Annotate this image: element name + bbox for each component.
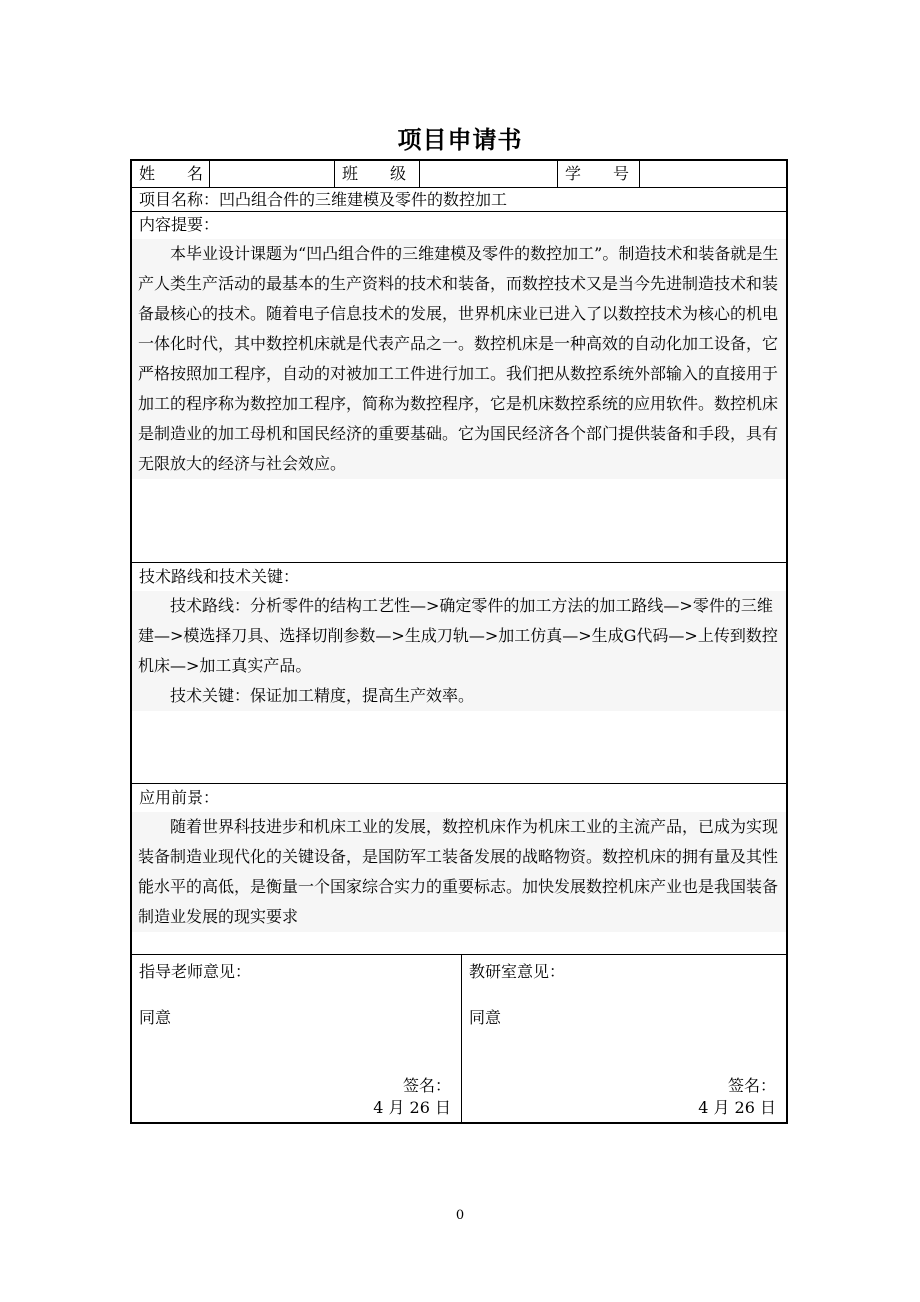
project-name-label: 项目名称： [139, 190, 220, 209]
project-name-value: 凹凸组合件的三维建模及零件的数控加工 [219, 190, 508, 209]
summary-section [132, 212, 786, 563]
student-id-field[interactable] [640, 161, 786, 187]
advisor-opinion-label: 指导老师意见： [139, 962, 252, 981]
name-field[interactable] [210, 161, 335, 187]
summary-text: 本毕业设计课题为“凹凸组合件的三维建模及零件的数控加工”。制造技术和装备就是生产人类生产活动的最基本的生产资料的技术和装备，而数控技术又是当今先进制造技术和装备最核心的技术。随着电子信息技术的发展，世界机床业已进入了以数控技术为核心的机电一体化时代，其中数控机床就是代表产品之一。数控机床是一种高效的自动化加工设备，它严格按照加工程序，自动的对被加工工件进行加工。我们把从数控系统外部输入的直接用于加工的程序称为数控加工程序，简称为数控程序，它是机床数控系统的应用软件。数控机床是制造业的加工母机和国民经济的重要基础。它为国民经济各个部门提供装备和手段，具有无限放大的经济与社会效应。 [132, 239, 786, 479]
opinion-row [132, 955, 786, 1122]
tech-key-text: 技术关键：保证加工精度，提高生产效率。 [132, 681, 786, 711]
application-label: 应用前景： [139, 788, 220, 807]
office-opinion-text: 同意 [469, 1008, 502, 1027]
page-title: 项目申请书 [397, 126, 523, 154]
office-sign-label: 签名： [727, 1076, 776, 1095]
info-row [132, 161, 786, 188]
project-name [132, 188, 786, 212]
name-label: 姓 名 [132, 161, 210, 187]
advisor-sign-label: 签名： [402, 1076, 451, 1095]
office-signature [698, 1075, 776, 1119]
office-date: 4 月 26 日 [698, 1098, 776, 1117]
advisor-opinion-cell [132, 955, 462, 1122]
class-label: 班 级 [335, 161, 420, 187]
office-opinion-cell [462, 955, 786, 1122]
office-opinion-label: 教研室意见： [469, 962, 566, 981]
tech-section [132, 563, 786, 784]
class-field[interactable] [420, 161, 558, 187]
advisor-opinion-text: 同意 [139, 1008, 172, 1027]
summary-label: 内容提要： [139, 215, 220, 234]
advisor-signature [373, 1075, 451, 1119]
advisor-date: 4 月 26 日 [373, 1098, 451, 1117]
page-number: 0 [455, 1208, 465, 1223]
tech-route-text: 技术路线：分析零件的结构工艺性—>确定零件的加工方法的加工路线—>零件的三维建—>模选择刀具、选择切削参数—>生成刀轨—>加工仿真—>生成G代码—>上传到数控机床—>加工真实产品。 [132, 591, 786, 681]
application-form [130, 159, 788, 1124]
student-id-label: 学 号 [558, 161, 640, 187]
project-row [132, 188, 786, 212]
tech-label: 技术路线和技术关键： [139, 567, 300, 586]
application-section [132, 784, 786, 955]
application-text: 随着世界科技进步和机床工业的发展，数控机床作为机床工业的主流产品，已成为实现装备制造业现代化的关键设备，是国防军工装备发展的战略物资。数控机床的拥有量及其性能水平的高低，是衡量一个国家综合实力的重要标志。加快发展数控机床产业也是我国装备制造业发展的现实要求 [132, 812, 786, 932]
